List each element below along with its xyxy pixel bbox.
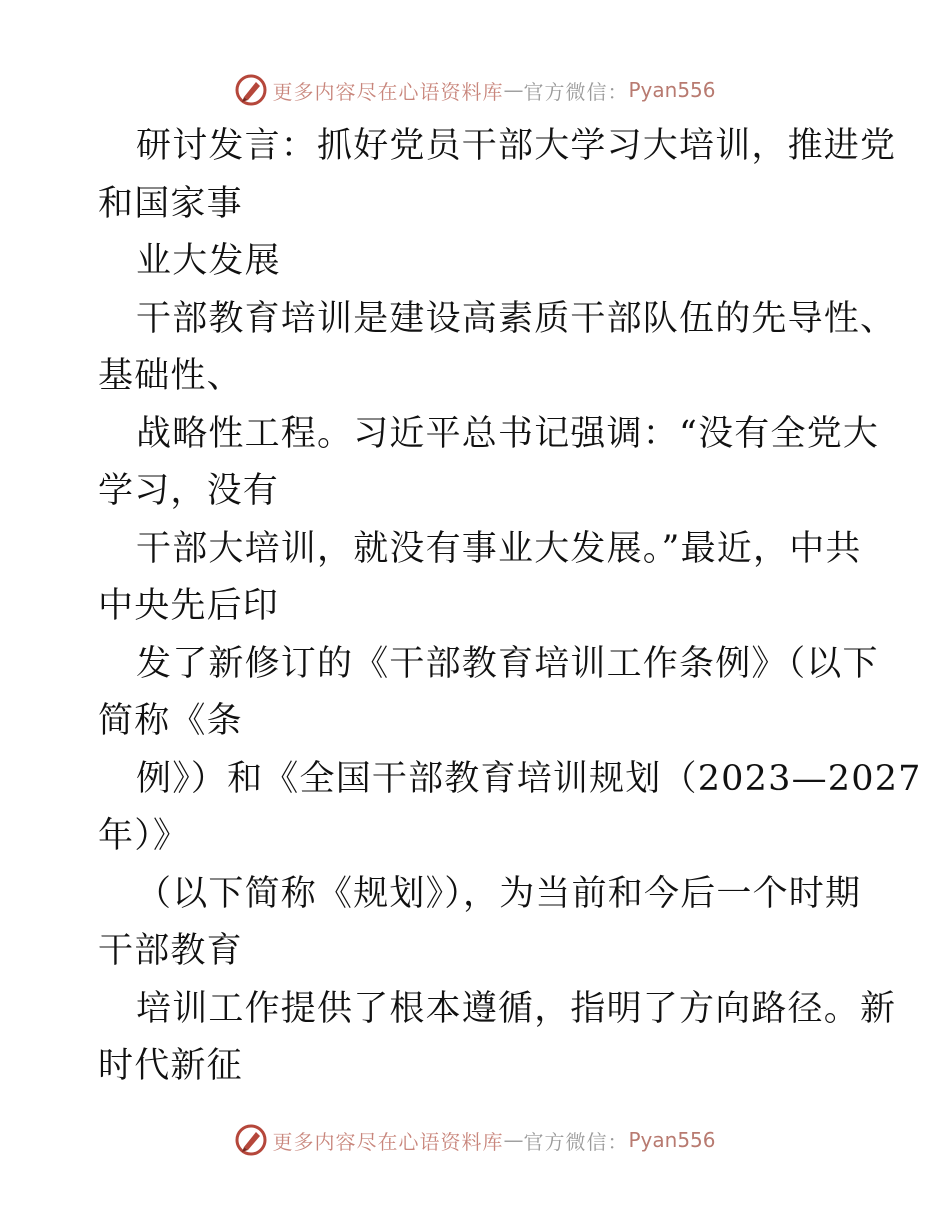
- pen-logo-icon: [234, 1123, 268, 1157]
- watermark-separator: —: [503, 1128, 524, 1152]
- watermark-label: 官方微信：: [523, 1129, 629, 1154]
- text-line: 培训工作提供了根本遵循，指明了方向路径。新: [136, 988, 897, 1029]
- text-line: 战略性工程。习近平总书记强调：“没有全党大: [136, 413, 880, 454]
- text-line: 干部教育培训是建设高素质干部队伍的先导性、: [136, 298, 897, 339]
- text-line: 干部大培训，就没有事业大发展。”最近，中共: [136, 528, 862, 569]
- text-line: （以下简称《规划》），为当前和今后一个时期: [136, 873, 862, 914]
- text-line: 研讨发言：抓好党员干部大学习大培训，推进党: [136, 126, 897, 166]
- watermark-id: Pyan556: [628, 1128, 716, 1152]
- watermark-text: 更多内容尽在心语资料库: [272, 79, 504, 104]
- text-line: 中央先后印: [98, 586, 280, 626]
- watermark-separator: —: [503, 78, 524, 102]
- watermark-label: 官方微信：: [523, 79, 629, 104]
- text-line: 例》）和《全国干部教育培训规划（2023—2027: [136, 758, 922, 799]
- text-line: 年）》: [98, 816, 190, 856]
- watermark-text: 更多内容尽在心语资料库: [272, 1129, 504, 1154]
- text-line: 简称《条: [98, 701, 243, 741]
- watermark-banner-top: [0, 70, 950, 110]
- text-line: 干部教育: [98, 931, 243, 971]
- watermark-banner-bottom: [0, 1120, 950, 1160]
- text-line: 时代新征: [98, 1046, 243, 1086]
- document-body: [98, 118, 922, 1096]
- watermark-id: Pyan556: [628, 78, 716, 102]
- text-line: 业大发展: [136, 241, 281, 281]
- text-line: 学习，没有: [98, 471, 280, 511]
- text-line: 和国家事: [98, 183, 243, 224]
- pen-logo-icon: [234, 73, 268, 107]
- text-line: 基础性、: [98, 356, 243, 396]
- text-line: 发了新修订的《干部教育培训工作条例》（以下: [136, 643, 879, 684]
